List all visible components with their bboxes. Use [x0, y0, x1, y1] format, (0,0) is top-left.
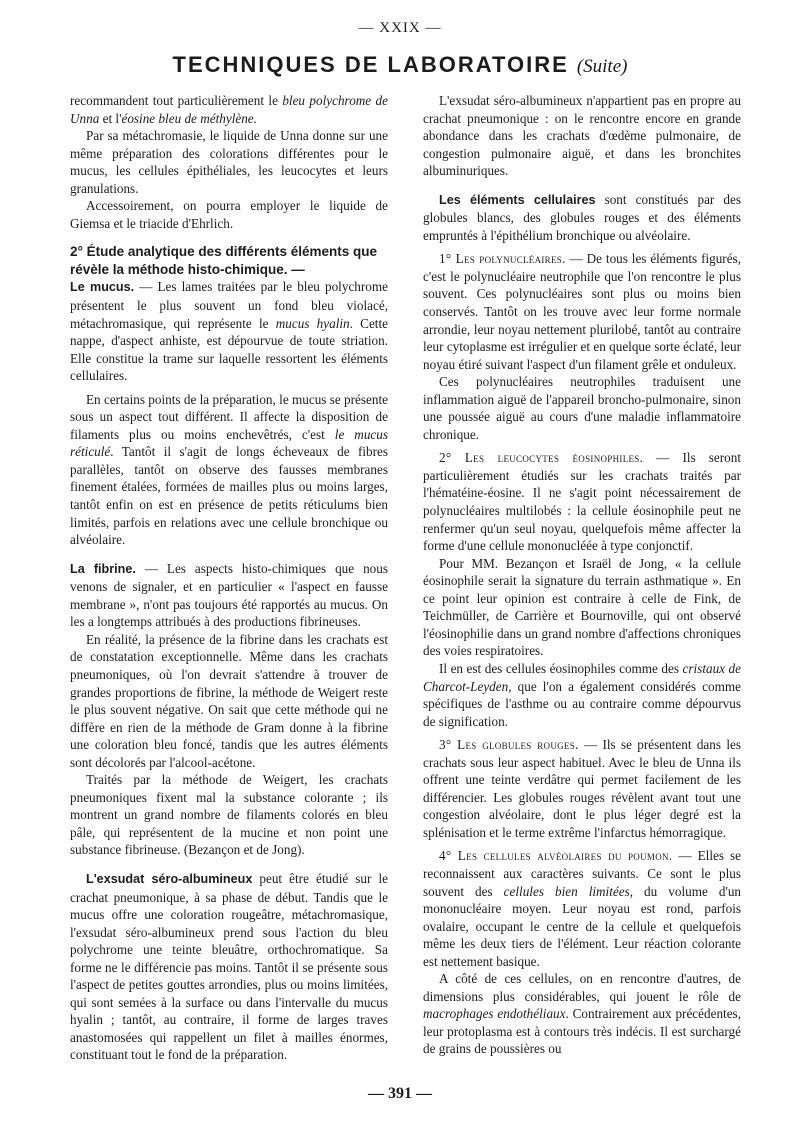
paragraph-polynucleaires: 1° Les polynucléaires. — De tous les éléments figurés, c'est le polynucléaire neutrophile que l'on rencontre le plus souvent. Ces polynucléaires sont plus ou moins bien conservés. Tantôt on les trouve avec leur forme normale arrondie, leur noyau nettement plurilobé, tantôt au contraire leur cytoplasme est irrégulier et en quelque sorte éclaté, leur noyau étiré suivant l'aspect d'un filament grêle et onduleux. [423, 251, 741, 372]
page-number: — 391 — [368, 1085, 432, 1102]
left-column [70, 92, 388, 1064]
paragraph: recommandent tout particulièrement le bleu polychrome de Unna et l'éosine bleu de méthylène. [70, 93, 388, 126]
paragraph: Accessoirement, on pourra employer le liquide de Giemsa et le triacide d'Ehrlich. [70, 198, 388, 231]
eosinophiles-heading: 2° Les leucocytes éosinophiles. [439, 450, 644, 466]
right-column [423, 92, 741, 1058]
paragraph-eosinophiles: 2° Les leucocytes éosinophiles. — Ils seront particulièrement étudiés sur les crachats traités par l'hématéine-éosine. Il ne s'agit point nécessairement de polynucléaires multilobés : la cellule éosinophile peut ne renfermer qu'un seul noyau, quelquefois même affecter la forme d'une cellule mononucléée à type conjonctif. [423, 450, 741, 554]
paragraph: A côté de ces cellules, on en rencontre d'autres, de dimensions plus considérables, qui jouent le rôle de macrophages endothéliaux. Contrairement aux précédentes, leur protoplasma est à contours très indécis. Il est surchargé de grains de poussières ou [423, 971, 741, 1057]
title-main: TECHNIQUES DE LABORATOIRE [172, 52, 569, 77]
section-heading: 2° Étude analytique des différents éléments que révèle la méthode histo-chimique. — [70, 244, 377, 277]
paragraph-fibrine: La fibrine. — Les aspects histo-chimiques que nous venons de signaler, et en particulier « l'aspect en fausse membrane », n'ont pas toujours été rapportés au mucus. On les a longtemps attribués à des productions fibrineuses. [70, 560, 388, 630]
paragraph: Traités par la méthode de Weigert, les crachats pneumoniques fixent mal la substance colorante ; ils montrent un grand nombre de filaments colorés en bleu pâle, qui représentent de la mucine et non point une substance fibrineuse. (Bezançon et de Jong). [70, 772, 388, 858]
cellulaires-lead: Les éléments cellulaires [439, 192, 596, 207]
paragraph: En certains points de la préparation, le mucus se présente sous un aspect tout différent. Il affecte la disposition de filaments plus ou moins enchevêtrés, c'est le mucus réticulé. Tantôt il s'agit de longs écheveaux de fibres parallèles, tantôt on observe des fausses membranes finement étalées, formées de mailles plus ou moins larges, tantôt enfin on est en présence de petits réticulums bien limités, parfois en relations avec une cellule bronchique ou alvéolaire. [70, 391, 388, 548]
paragraph: En réalité, la présence de la fibrine dans les crachats est de constatation exceptionnelle. Même dans les crachats pneumoniques, où l'on devrait s'attendre à trouver de grandes proportions de fibrine, la méthode de Weigert reste le plus souvent négative. On sait que cette méthode qui ne diffère en rien de la méthode de Gram donne à la fibrine une coloration bleu foncé, tandis que les autres éléments sont décolorés par l'alcool-acétone. [70, 631, 388, 770]
paragraph-alveolaires: 4° Les cellules alvéolaires du poumon. — Elles se reconnaissent aux caractères suivants. Ce sont le plus souvent des cellules bien limitées, du volume d'un mononucléaire moyen. Leur noyau est rond, parfois ovalaire, occupant le centre de la cellule et quelquefois même les deux tiers de l'élément. Leur réaction colorante est nettement basique. [423, 848, 742, 969]
exsudat-lead: L'exsudat séro-albumineux [86, 871, 253, 886]
paragraph: Pour MM. Bezançon et Israël de Jong, « la cellule éosinophile serait la signature du terrain asthmatique ». En ce point leur opinion est contraire à celle de Fink, de Teichmüller, de Carrière et Bournoville, qui ont observé l'éosinophilie dans un grand nombre d'affections chroniques des voies respiratoires. [423, 555, 741, 659]
alveolaires-heading: 4° Les cellules alvéolaires du poumon. [439, 848, 673, 864]
fibrine-lead: La fibrine. [70, 561, 136, 576]
roman-page-marker: — XXIX — [358, 20, 442, 36]
globules-heading: 3° Les globules rouges. [439, 737, 579, 753]
paragraph-exsudat: L'exsudat séro-albumineux peut être étudié sur le crachat pneumonique, à sa phase de début. Tandis que le mucus offre une coloration rougeâtre, métachromasique, l'exsudat séro-albumineux prend sous l'action du bleu polychrome une teinte bleuâtre, orthochromatique. Sa forme ne le différencie pas moins. Tantôt il se présente sous l'aspect de petites gouttes arrondies, plus ou moins limitées, qui sont semées à la surface ou dans l'intervalle du mucus hyalin ; tantôt, au contraire, il forme de larges traves anastomosées qui rappellent un filet à mailles énormes, constituant tout le fond de la préparation. [70, 870, 388, 1063]
mucus-lead: Le mucus. [70, 280, 135, 295]
paragraph: Il en est des cellules éosinophiles comme des cristaux de Charcot-Leyden, que l'on a également considérés comme spécifiques de l'asthme ou au contraire comme dépourvus de signification. [423, 660, 741, 729]
paragraph-cellulaires: Les éléments cellulaires sont constitués par des globules blancs, des globules rouges et des éléments empruntés à l'épithélium bronchique ou alvéolaire. [423, 191, 741, 243]
polynucleaires-heading: 1° Les polynucléaires. [439, 251, 566, 267]
paragraph: Ces polynucléaires neutrophiles traduisent une inflammation aiguë de l'appareil broncho-pulmonaire, sinon une poussée aiguë au cours d'une maladie inflammatoire chronique. [423, 374, 741, 442]
page-title [0, 52, 800, 78]
title-suite: (Suite) [576, 56, 628, 77]
paragraph: Par sa métachromasie, le liquide de Unna donne sur une même préparation des colorations différentes pour le mucus, les cellules épithéliales, les leucocytes et leurs granulations. [70, 128, 388, 196]
paragraph-mucus: Le mucus. — Les lames traitées par le bleu polychrome présentent le plus souvent un fond bleu violacé, métachromasique, qui représente le mucus hyalin. Cette nappe, d'aspect anhiste, est dépourvue de toute striation. Elle constitue la trame sur laquelle ressortent les éléments cellulaires. [70, 279, 388, 384]
paragraph-globules: 3° Les globules rouges. — Ils se présentent dans les crachats sous leur aspect habituel. Avec le bleu de Unna ils offrent une teinte verdâtre qui permet facilement de les différencier. Les globules rouges révèlent avant tout une congestion alvéolaire, dont le plus léger degré est la splénisation et le terme extrême l'infarctus hémorragique. [423, 737, 741, 840]
paragraph: L'exsudat séro-albumineux n'appartient pas en propre au crachat pneumonique : on le rencontre encore en grande abondance dans les crachats d'œdème pulmonaire, de congestion pulmonaire aiguë, et dans les bronchites albuminuriques. [423, 93, 741, 179]
